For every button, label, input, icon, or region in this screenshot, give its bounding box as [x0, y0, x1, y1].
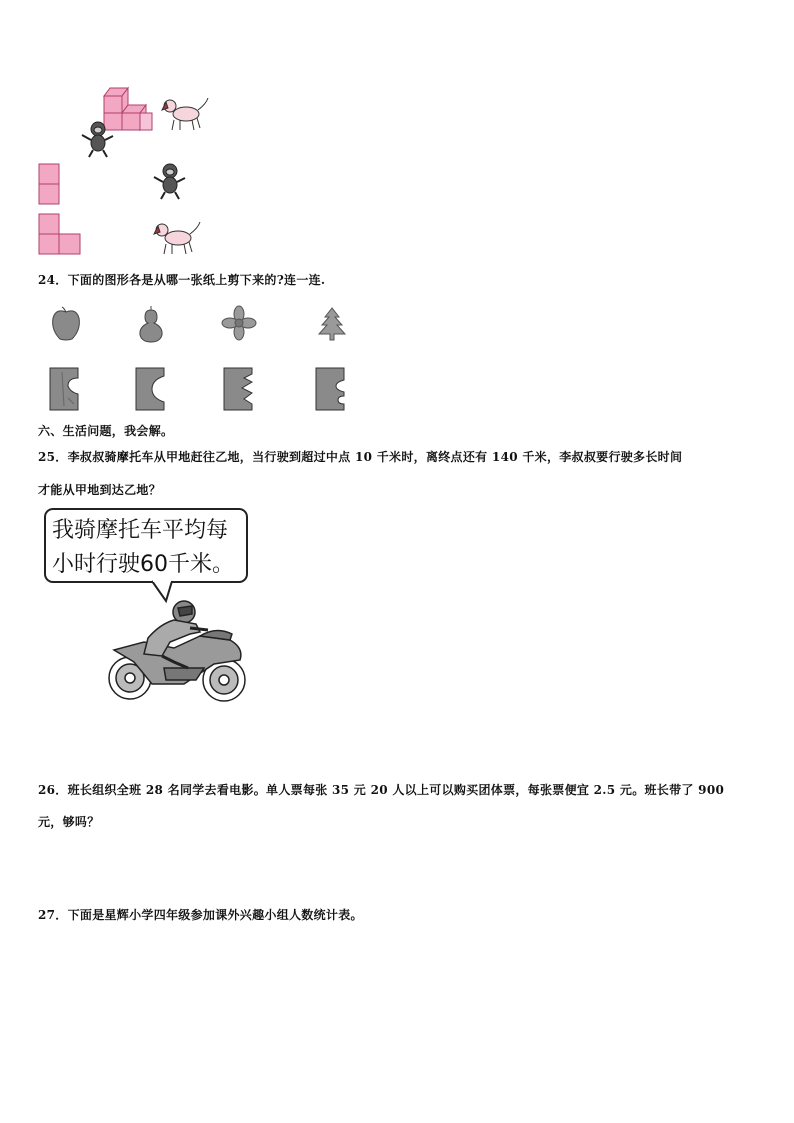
- folded-paper-1-figure: [48, 366, 82, 412]
- question-26-line-1: 26．班长组织全班 28 名同学去看电影。单人票每张 35 元 20 人以上可以购买团体票，每张票便宜 2.5 元。班长带了 900: [38, 783, 725, 797]
- monkey-icon: [152, 162, 188, 200]
- speech-bubble-line-1: 我骑摩托车平均每: [52, 518, 229, 543]
- dog-icon: [160, 96, 210, 132]
- dog-icon: [152, 220, 202, 256]
- question-26-line-2: 元，够吗？: [38, 815, 100, 829]
- view-option-a-figure: [38, 163, 62, 207]
- question-24-text: 24．下面的图形各是从哪一张纸上剪下来的?连一连.: [38, 273, 326, 287]
- folded-paper-3-figure: [222, 366, 256, 412]
- view-option-b-figure: [38, 213, 84, 257]
- question-25-line-2: 才能从甲地到达乙地？: [38, 483, 162, 497]
- question-25-line-1: 25．李叔叔骑摩托车从甲地赶往乙地，当行驶到超过中点 10 千米时，离终点还有 140 千米，李叔叔要行驶多长时间: [38, 450, 683, 464]
- question-27-text: 27．下面是星辉小学四年级参加课外兴趣小组人数统计表。: [38, 908, 363, 922]
- flower-shape-icon: [222, 306, 256, 340]
- speech-bubble: [44, 508, 248, 583]
- apple-shape-icon: [50, 306, 82, 342]
- motorcycle-rider-figure: [104, 598, 254, 710]
- folded-paper-2-figure: [134, 366, 168, 412]
- folded-paper-4-figure: [314, 366, 348, 412]
- monkey-icon: [80, 120, 116, 158]
- gourd-shape-icon: [136, 304, 166, 344]
- speech-bubble-line-2: 小时行驶60千米。: [52, 552, 234, 577]
- tree-shape-icon: [316, 306, 348, 342]
- section-6-heading: 六、生活问题，我会解。: [38, 424, 174, 438]
